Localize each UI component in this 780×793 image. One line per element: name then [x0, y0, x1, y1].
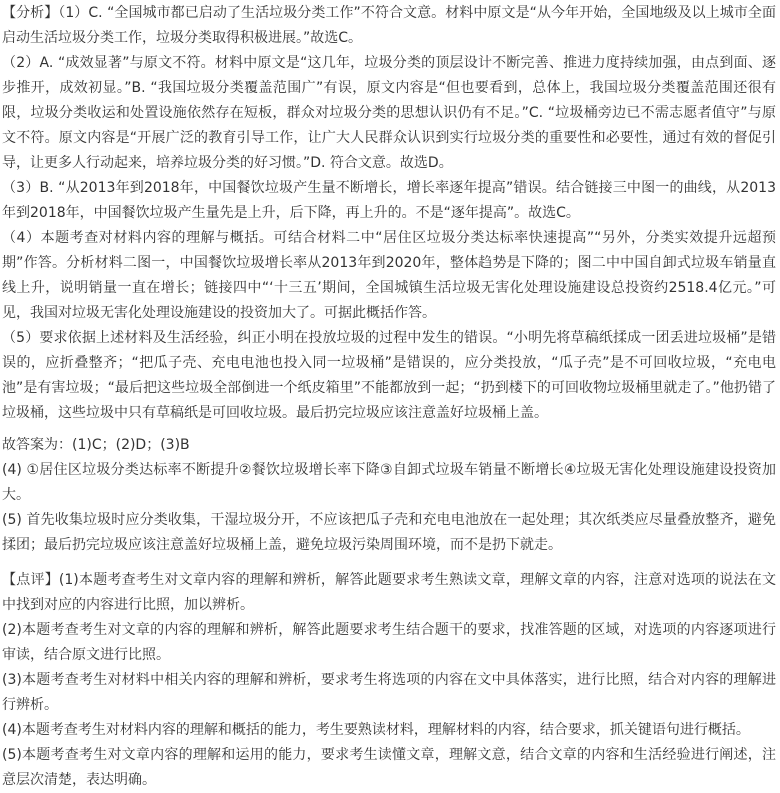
comment-paragraph-5: (5)本题考查考生对文章内容的理解和运用的能力，要求考生读懂文章，理解文意，结合文章的内容和生活经验进行阐述，注意层次清楚，表达明确。 — [2, 747, 776, 788]
spacer — [2, 558, 776, 568]
analysis-paragraph-3: （3）B. “从2013年到2018年，中国餐饮垃圾产生量不断增长，增长率逐年提高”错误。结合链接三中图一的曲线，从2013年到2018年，中国餐饮垃圾产生量先是上升，后下降，再上升的。不是“逐年提高”。故选C。 — [2, 180, 776, 221]
comment-section — [2, 568, 776, 793]
answer-line-3: (5) 首先收集垃圾时应分类收集，干湿垃圾分开，不应该把瓜子壳和充电电池放在一起处理；其次纸类应尽量叠放整齐，避免揉团；最后扔完垃圾应该注意盖好垃圾桶上盖，避免垃圾污染周围环境，而不是扔下就走。 — [2, 512, 776, 553]
analysis-paragraph-1: 【分析】（1）C. “全国城市都已启动了生活垃圾分类工作”不符合文意。材料中原文是“从今年开始，全国地级及以上城市全面启动生活垃圾分类工作，垃圾分类取得积极进展。”故选C。 — [2, 5, 776, 46]
analysis-paragraph-5: （5）要求依据上述材料及生活经验，纠正小明在投放垃圾的过程中发生的错误。“小明先将草稿纸揉成一团丢进垃圾桶”是错误的，应折叠整齐；“把瓜子壳、充电电池也投入同一垃圾桶”是错误的，应分类投放，“瓜子壳”是不可回收垃圾，“充电电池”是有害垃圾；“最后把这些垃圾全部倒进一个纸皮箱里”不能都放到一起；“扔到楼下的可回收物垃圾桶里就走了。”他扔错了垃圾桶，这些垃圾中只有草稿纸是可回收垃圾。最后扔完垃圾应该注意盖好垃圾桶上盖。 — [2, 330, 776, 421]
analysis-paragraph-4: （4）本题考查对材料内容的理解与概括。可结合材料二中“居住区垃圾分类达标率快速提高”“另外，分类实效提升远超预期”作答。分析材料二图一，中国餐饮垃圾增长率从2013年到2020年，整体趋势是下降的；图二中中国自卸式垃圾车销量直线上升，说明销量一直在增长；链接四中“‘十三五’期间，全国城镇生活垃圾无害化处理设施建设总投资约2518.4亿元。”可见，我国对垃圾无害化处理设施建设的投资加大了。可据此概括作答。 — [2, 230, 776, 321]
analysis-paragraph-2: （2）A. “成效显著”与原文不符。材料中原文是“这几年，垃圾分类的顶层设计不断完善、推进力度持续加强，由点到面、逐步推开，成效初显。”B. “我国垃圾分类覆盖范围广”有误，原文内容是“但也要看到，总体上，我国垃圾分类覆盖范围还很有限，垃圾分类收运和处置设施依然存在短板，群众对垃圾分类的思想认识仍有不足。”C. “垃圾桶旁边已不需志愿者值守”与原文不符。原文内容是“开展广泛的教育引导工作，让广大人民群众认识到实行垃圾分类的重要性和必要性，通过有效的督促引导，让更多人行动起来，培养垃圾分类的好习惯。”D. 符合文意。故选D。 — [2, 55, 776, 171]
comment-paragraph-2: (2)本题考查考生对文章的内容的理解和辨析，解答此题要求考生结合题干的要求，找准答题的区域，对选项的内容逐项进行审读，结合原文进行比照。 — [2, 622, 776, 663]
answer-line-1: 故答案为：(1)C；(2)D；(3)B — [2, 437, 190, 453]
comment-paragraph-3: (3)本题考查考生对材料中相关内容的理解和辨析，要求考生将选项的内容在文中具体落实，进行比照，结合对内容的理解进行辨析。 — [2, 672, 776, 713]
analysis-section — [2, 1, 776, 426]
answer-section — [2, 433, 776, 558]
comment-paragraph-4: (4)本题考查考生对材料内容的理解和概括的能力，考生要熟读材料，理解材料的内容，结合要求，抓关键语句进行概括。 — [2, 722, 750, 738]
answer-line-2: (4) ①居住区垃圾分类达标率不断提升②餐饮垃圾增长率下降③自卸式垃圾车销量不断增长④垃圾无害化处理设施建设投资加大。 — [2, 462, 776, 503]
comment-paragraph-1: 【点评】(1)本题考查考生对文章内容的理解和辨析，解答此题要求考生熟读文章，理解文章的内容，注意对选项的说法在文中找到对应的内容进行比照，加以辨析。 — [2, 572, 776, 613]
spacer — [2, 426, 776, 433]
